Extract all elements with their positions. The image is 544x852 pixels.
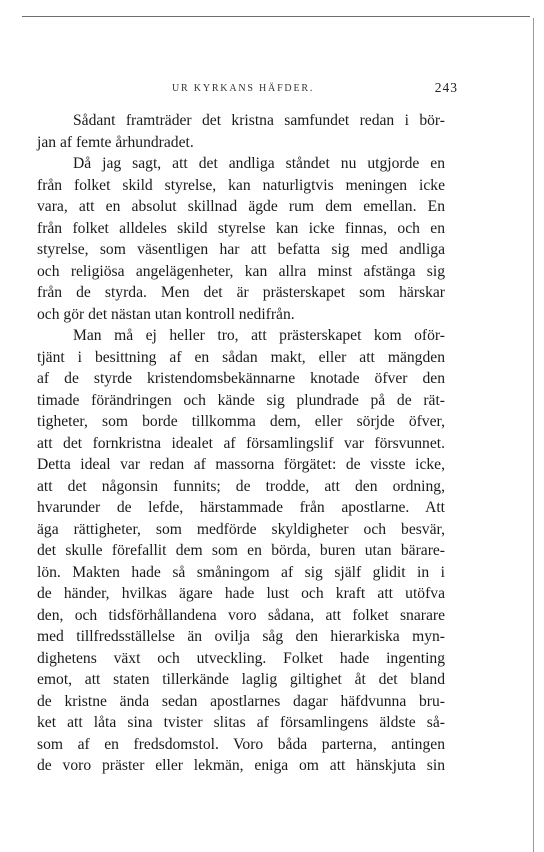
text-line: från folket alldeles skild styrelse kan icke finnas, och en — [37, 219, 445, 237]
text-line: lön. Makten hade så småningom af sig själf glidit in i — [37, 563, 445, 581]
text-line: de voro präster eller lekmän, eniga om att hänskjuta sin — [37, 757, 445, 774]
text-line: de kristne ända sedan apostlarnes dagar häfdvunna bru- — [37, 692, 445, 710]
text-line: af de styrde kristendomsbekännarne knotade öfver den — [37, 370, 445, 387]
text-line: hvarunder de lefde, härstammade från apostlarne. Att — [37, 499, 445, 516]
text-line: från folket skild styrelse, kan naturligtvis meningen icke — [37, 176, 445, 194]
text-line: timade förändringen och kände sig plundrade på de rät- — [37, 391, 445, 409]
text-line: som af en fredsdomstol. Voro båda parterna, antingen — [37, 735, 445, 753]
running-head: UR KYRKANS HÄFDER. — [172, 83, 315, 94]
text-line: att det fornkristna idealet af församlingslif var försvunnet. — [37, 434, 445, 452]
text-line: emot, att staten tillerkände laglig giltighet åt det bland — [37, 671, 445, 688]
top-rule — [22, 16, 530, 17]
text-line: styrelse, som väsentligen har att befatta sig med andliga — [37, 241, 445, 258]
text-line: och religiösa angelägenheter, kan allra minst afstänga sig — [37, 262, 445, 280]
page-number: 243 — [434, 80, 458, 95]
text-line: att det någonsin funnits; de trodde, att den ordning, — [37, 477, 445, 495]
page-edge — [533, 18, 534, 852]
text-line: Detta ideal var redan af massorna förgätet: de visste icke, — [37, 456, 445, 473]
text-line: äga rättigheter, som medförde skyldigheter och besvär, — [37, 520, 445, 538]
text-line: och gör det nästan utan kontroll nedifrån. — [37, 305, 295, 323]
text-line: Sådant framträder det kristna samfundet redan i bör- — [73, 112, 445, 129]
text-line: ket att låta sina tvister slitas af församlingens äldste så- — [37, 714, 445, 731]
text-line: jan af femte århundradet. — [37, 133, 194, 151]
text-line: den, och tidsförhållandena voro sådana, att folket snarare — [37, 606, 445, 624]
text-line: Man må ej heller tro, att prästerskapet kom oför- — [73, 327, 445, 344]
text-line: de händer, hvilkas ägare hade lust och kraft att utöfva — [37, 585, 445, 602]
text-line: från de styrda. Men det är prästerskapet som härskar — [37, 284, 445, 301]
text-line: Då jag sagt, att det andliga ståndet nu utgjorde en — [73, 155, 445, 172]
text-line: tigheter, som borde tillkomma dem, eller sörjde öfver, — [37, 413, 445, 430]
text-line: med tillfredsställelse än ovilja såg den hierarkiska myn- — [37, 628, 445, 645]
text-line: det skulle förefallit dem som en börda, buren utan bärare- — [37, 542, 445, 559]
text-line: tjänt i besittning af en sådan makt, eller att mängden — [37, 348, 445, 366]
text-line: vara, att en absolut skillnad ägde rum dem emellan. En — [37, 198, 445, 215]
body-text — [37, 110, 445, 777]
text-line: dighetens växt och utveckling. Folket hade ingenting — [37, 649, 445, 667]
